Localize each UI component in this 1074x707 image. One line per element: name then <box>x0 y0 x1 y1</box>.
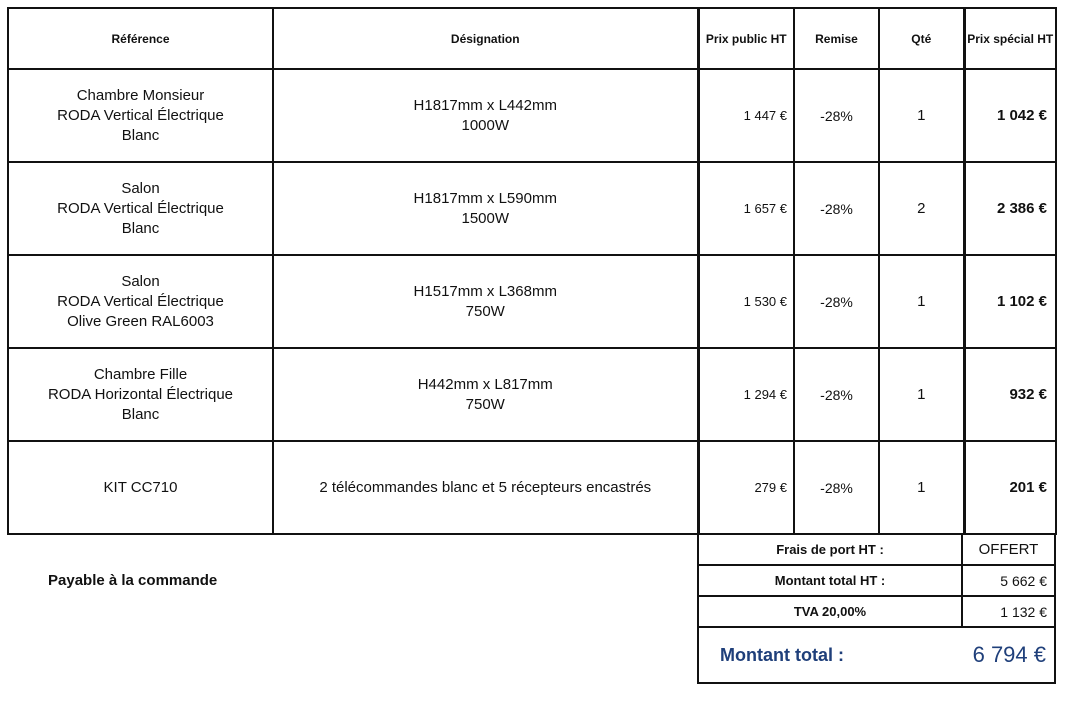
cell-remise: -28% <box>794 348 879 441</box>
cell-prix-public: 1 447 € <box>698 69 794 162</box>
cell-designation <box>273 69 698 162</box>
header-prix-public: Prix public HT <box>698 8 794 69</box>
cell-reference-line: Chambre Monsieur <box>76 86 205 104</box>
header-qte: Qté <box>879 8 964 69</box>
cell-qte: 1 <box>879 441 964 534</box>
cell-remise: -28% <box>794 162 879 255</box>
table-row <box>8 162 1056 255</box>
cell-reference <box>8 69 273 162</box>
totals-row-tva <box>698 596 1055 627</box>
cell-prix-public: 1 530 € <box>698 255 794 348</box>
cell-reference <box>8 162 273 255</box>
cell-remise: -28% <box>794 69 879 162</box>
totals-row-montant-ht <box>698 565 1055 596</box>
cell-qte: 2 <box>879 162 964 255</box>
cell-reference <box>8 348 273 441</box>
totals-row-frais <box>698 534 1055 565</box>
cell-designation-line: 750W <box>465 395 505 413</box>
cell-designation-line: H442mm x L817mm <box>417 375 553 393</box>
cell-designation-line: H1817mm x L442mm <box>413 96 557 114</box>
cell-reference-line: RODA Vertical Électrique <box>57 292 224 310</box>
cell-qte: 1 <box>879 255 964 348</box>
cell-remise: -28% <box>794 255 879 348</box>
cell-reference-line: RODA Vertical Électrique <box>57 199 224 217</box>
frais-label: Frais de port HT : <box>698 534 962 565</box>
totals-table <box>697 533 1056 684</box>
cell-prix-public: 1 294 € <box>698 348 794 441</box>
cell-reference-line: RODA Horizontal Électrique <box>47 385 234 403</box>
cell-prix-special: 2 386 € <box>964 162 1056 255</box>
table-body <box>8 69 1056 534</box>
header-reference: Référence <box>8 8 273 69</box>
cell-reference-line: KIT CC710 <box>103 478 178 496</box>
cell-designation <box>273 255 698 348</box>
cell-prix-special: 1 102 € <box>964 255 1056 348</box>
cell-designation-line: 1000W <box>461 116 510 134</box>
cell-reference <box>8 441 273 534</box>
table-row <box>8 348 1056 441</box>
cell-reference-line: Blanc <box>121 126 160 144</box>
cell-designation-line: H1517mm x L368mm <box>413 282 557 300</box>
montant-ht-value: 5 662 € <box>962 565 1055 596</box>
cell-qte: 1 <box>879 348 964 441</box>
payment-note: Payable à la commande <box>48 572 218 589</box>
cell-designation <box>273 441 698 534</box>
cell-reference-line: Salon <box>121 179 160 197</box>
totals-row-grand <box>698 627 1055 683</box>
table-row <box>8 255 1056 348</box>
cell-reference-line: Chambre Fille <box>93 365 188 383</box>
cell-prix-special: 201 € <box>964 441 1056 534</box>
cell-reference-line: Salon <box>121 272 160 290</box>
header-remise: Remise <box>794 8 879 69</box>
table-header-row <box>8 8 1056 69</box>
cell-reference <box>8 255 273 348</box>
montant-ht-label: Montant total HT : <box>698 565 962 596</box>
header-prix-special: Prix spécial HT <box>964 8 1056 69</box>
quote-table <box>7 7 1057 535</box>
table-row <box>8 441 1056 534</box>
cell-qte: 1 <box>879 69 964 162</box>
cell-prix-public: 1 657 € <box>698 162 794 255</box>
cell-prix-public: 279 € <box>698 441 794 534</box>
cell-designation-line: H1817mm x L590mm <box>413 189 557 207</box>
cell-prix-special: 932 € <box>964 348 1056 441</box>
table-row <box>8 69 1056 162</box>
tva-label: TVA 20,00% <box>698 596 962 627</box>
cell-prix-special: 1 042 € <box>964 69 1056 162</box>
tva-value: 1 132 € <box>962 596 1055 627</box>
cell-reference-line: RODA Vertical Électrique <box>57 106 224 124</box>
cell-designation-line: 1500W <box>461 209 510 227</box>
cell-reference-line: Olive Green RAL6003 <box>67 312 214 330</box>
cell-remise: -28% <box>794 441 879 534</box>
cell-reference-line: Blanc <box>121 405 160 423</box>
cell-designation <box>273 162 698 255</box>
grand-total-label: Montant total : <box>698 627 962 683</box>
header-designation: Désignation <box>273 8 698 69</box>
frais-value: OFFERT <box>962 534 1055 565</box>
grand-total-value: 6 794 € <box>962 627 1055 683</box>
cell-reference-line: Blanc <box>121 219 160 237</box>
cell-designation-line: 750W <box>465 302 505 320</box>
cell-designation-line: 2 télécommandes blanc et 5 récepteurs encastrés <box>319 478 652 496</box>
cell-designation <box>273 348 698 441</box>
